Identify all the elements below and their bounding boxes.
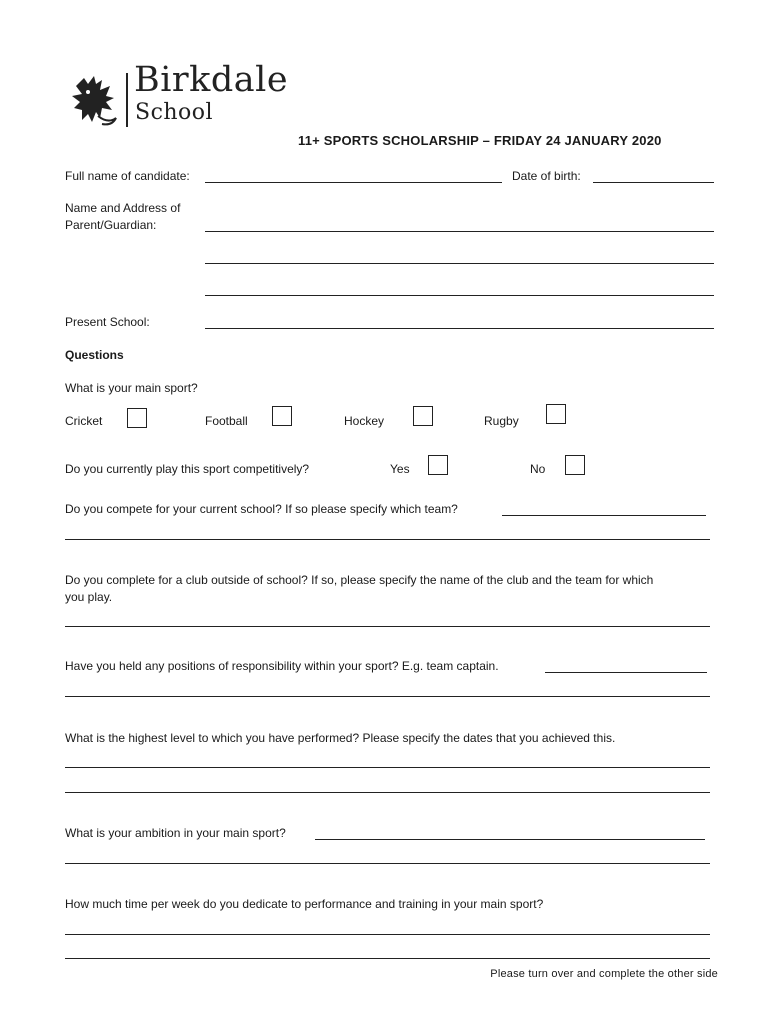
competitive-question: Do you currently play this sport competitively? <box>65 462 310 476</box>
time-question: How much time per week do you dedicate to performance and training in your main sport? <box>65 897 544 911</box>
time-answer-line-2[interactable] <box>65 958 710 959</box>
highest-level-question: What is the highest level to which you have performed? Please specify the dates that you achieved this. <box>65 731 616 745</box>
sport-label-rugby: Rugby <box>484 414 519 428</box>
parent-address-field-1[interactable] <box>205 231 714 232</box>
present-school-field[interactable] <box>205 328 714 329</box>
hockey-checkbox[interactable] <box>413 406 433 426</box>
yes-label: Yes <box>390 462 410 476</box>
candidate-name-field[interactable] <box>205 182 502 183</box>
sport-label-hockey: Hockey <box>344 414 385 428</box>
dob-field[interactable] <box>593 182 714 183</box>
footer-note: Please turn over and complete the other side <box>490 968 718 980</box>
responsibility-field[interactable] <box>545 672 707 673</box>
ambition-answer-line[interactable] <box>65 863 710 864</box>
parent-label-line-1: Name and Address of <box>65 201 181 215</box>
ambition-field[interactable] <box>315 839 705 840</box>
cricket-checkbox[interactable] <box>127 408 147 428</box>
dragon-crest-icon <box>68 72 122 128</box>
yes-checkbox[interactable] <box>428 455 448 475</box>
no-checkbox[interactable] <box>565 455 585 475</box>
club-question-line-2: you play. <box>65 590 113 604</box>
candidate-name-label: Full name of candidate: <box>65 169 190 183</box>
main-sport-question: What is your main sport? <box>65 381 198 395</box>
form-title: 11+ SPORTS SCHOLARSHIP – FRIDAY 24 JANUARY 2020 <box>298 133 662 148</box>
club-answer-line[interactable] <box>65 626 710 627</box>
dob-label: Date of birth: <box>512 169 581 183</box>
rugby-checkbox[interactable] <box>546 404 566 424</box>
logo-sub: School <box>135 100 214 125</box>
parent-label-line-2: Parent/Guardian: <box>65 218 157 232</box>
school-team-question: Do you compete for your current school? If so please specify which team? <box>65 502 458 516</box>
responsibility-answer-line[interactable] <box>65 696 710 697</box>
highest-level-answer-line-1[interactable] <box>65 767 710 768</box>
present-school-label: Present School: <box>65 315 150 329</box>
sport-label-cricket: Cricket <box>65 414 103 428</box>
highest-level-answer-line-2[interactable] <box>65 792 710 793</box>
football-checkbox[interactable] <box>272 406 292 426</box>
club-question-line-1: Do you complete for a club outside of school? If so, please specify the name of the club and the team for which <box>65 573 654 587</box>
school-team-field[interactable] <box>502 515 706 516</box>
sport-label-football: Football <box>205 414 248 428</box>
no-label: No <box>530 462 546 476</box>
logo-name: Birkdale <box>134 60 289 100</box>
parent-address-field-2[interactable] <box>205 263 714 264</box>
responsibility-question: Have you held any positions of responsibility within your sport? E.g. team captain. <box>65 659 499 673</box>
time-answer-line-1[interactable] <box>65 934 710 935</box>
school-team-answer-line[interactable] <box>65 539 710 540</box>
logo-divider <box>126 73 128 127</box>
questions-heading: Questions <box>65 348 124 362</box>
ambition-question: What is your ambition in your main sport? <box>65 826 286 840</box>
parent-address-field-3[interactable] <box>205 295 714 296</box>
